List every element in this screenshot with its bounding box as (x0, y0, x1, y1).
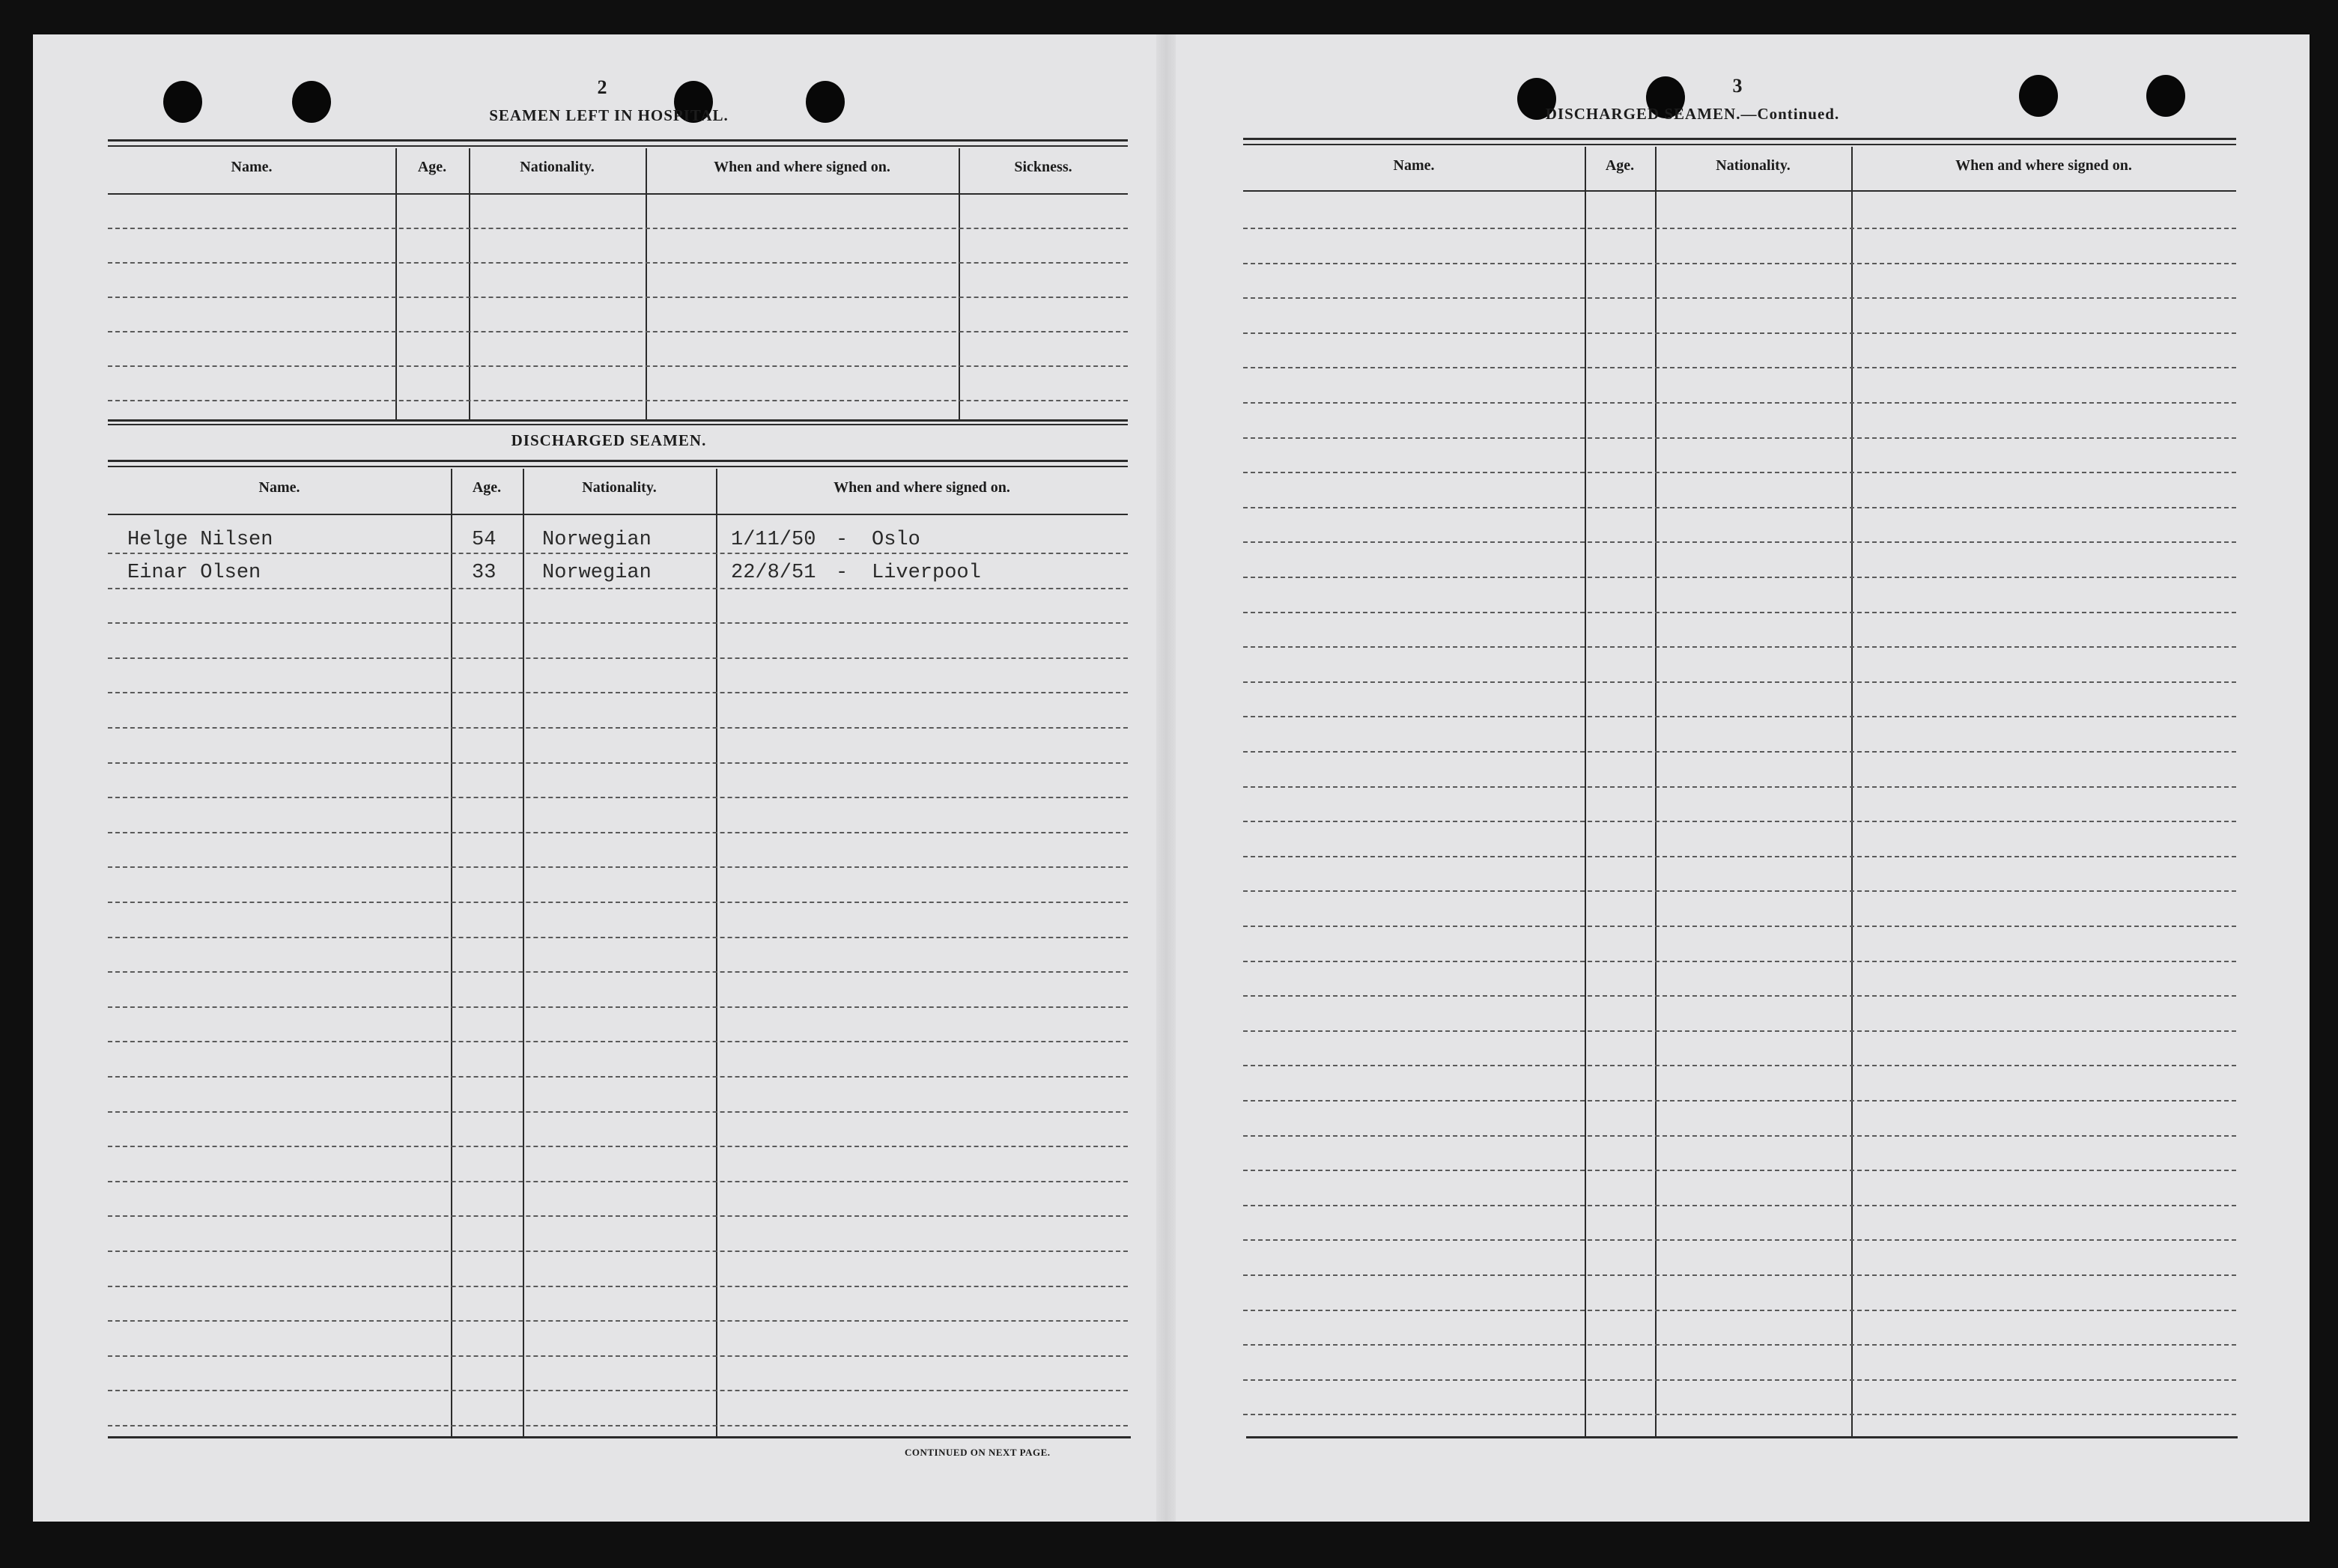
hospital-header-signed-on: When and where signed on. (714, 159, 890, 175)
seaman-nationality: Norwegian (542, 529, 652, 551)
punch-hole (163, 81, 202, 123)
continued-footnote: CONTINUED ON NEXT PAGE. (905, 1447, 1051, 1458)
row-rule (108, 1076, 1128, 1078)
row-rule (1243, 926, 2236, 927)
signed-on-date: 22/8/51 (731, 562, 816, 584)
row-rule (108, 553, 1128, 554)
row-rule (1243, 1414, 2236, 1415)
row-rule (1243, 228, 2236, 229)
hospital-section-title: SEAMEN LEFT IN HOSPITAL. (489, 106, 729, 124)
row-rule (1243, 890, 2236, 892)
row-rule (1243, 367, 2236, 368)
discharged-section-title: DISCHARGED SEAMEN. (511, 431, 707, 449)
row-rule (1243, 472, 2236, 473)
row-rule (1243, 297, 2236, 299)
continued-header-nationality: Nationality. (1716, 157, 1791, 174)
discharged-header-nationality: Nationality. (582, 479, 657, 496)
row-rule (1243, 1065, 2236, 1066)
row-rule (1243, 1030, 2236, 1032)
row-rule (1243, 716, 2236, 717)
hospital-header-nationality: Nationality. (520, 159, 595, 175)
row-rule (108, 692, 1128, 693)
row-rule (108, 762, 1128, 764)
row-rule (1243, 1239, 2236, 1241)
row-rule (108, 797, 1128, 798)
row-rule (108, 727, 1128, 729)
continued-header-name: Name. (1393, 157, 1435, 174)
page-gutter (1156, 34, 1176, 1522)
row-rule (1243, 1100, 2236, 1101)
seaman-age: 33 (472, 562, 497, 584)
row-rule (108, 1320, 1128, 1322)
row-rule (108, 1286, 1128, 1287)
signed-on-place: Liverpool (872, 562, 981, 584)
punch-hole (2019, 75, 2058, 117)
row-rule (1243, 1170, 2236, 1171)
discharged-continued-title: DISCHARGED SEAMEN.—Continued. (1545, 105, 1840, 123)
row-rule (1243, 437, 2236, 439)
row-rule (1243, 995, 2236, 997)
signed-on-place: Oslo (872, 529, 920, 551)
hospital-header-sickness: Sickness. (1014, 159, 1072, 175)
discharged-header-age: Age. (472, 479, 502, 496)
row-rule (1243, 612, 2236, 613)
row-rule (108, 1181, 1128, 1182)
row-rule (108, 1390, 1128, 1391)
row-rule (1243, 681, 2236, 683)
row-rule (1243, 821, 2236, 822)
signed-on-separator: - (836, 562, 848, 584)
page-number-right: 3 (1732, 75, 1743, 97)
punch-hole (292, 81, 331, 123)
seaman-nationality: Norwegian (542, 562, 652, 584)
row-rule (108, 832, 1128, 833)
row-rule (108, 1111, 1128, 1113)
row-rule (1243, 786, 2236, 788)
punch-hole (2146, 75, 2185, 117)
row-rule (1243, 961, 2236, 962)
row-rule (1243, 402, 2236, 404)
hospital-header-age: Age. (417, 159, 447, 175)
discharged-header-name: Name. (258, 479, 300, 496)
signed-on-separator: - (836, 529, 848, 551)
row-rule (108, 588, 1128, 589)
row-rule (1243, 646, 2236, 648)
row-rule (108, 866, 1128, 868)
row-rule (108, 902, 1128, 903)
row-rule (1243, 1135, 2236, 1137)
discharged-header-signed-on: When and where signed on. (834, 479, 1010, 496)
row-rule (108, 1146, 1128, 1147)
signed-on-date: 1/11/50 (731, 529, 816, 551)
seaman-name: Helge Nilsen (127, 529, 273, 551)
row-rule (108, 657, 1128, 659)
seaman-signed-on (731, 562, 981, 584)
row-rule (108, 1425, 1128, 1426)
row-rule (108, 1251, 1128, 1252)
row-rule (1243, 1379, 2236, 1381)
row-rule (108, 937, 1128, 938)
row-rule (108, 1355, 1128, 1357)
seaman-name: Einar Olsen (127, 562, 261, 584)
row-rule (1243, 1274, 2236, 1276)
row-rule (1243, 577, 2236, 578)
row-rule (108, 1215, 1128, 1217)
row-rule (1243, 541, 2236, 543)
continued-header-age: Age. (1605, 157, 1635, 174)
hospital-header-name: Name. (231, 159, 273, 175)
row-rule (1243, 332, 2236, 334)
continued-header-signed-on: When and where signed on. (1955, 157, 2132, 174)
seaman-signed-on (731, 529, 920, 551)
row-rule (1243, 856, 2236, 857)
row-rule (108, 622, 1128, 624)
row-rule (108, 971, 1128, 973)
ledger-sheet (33, 34, 2310, 1522)
row-rule (1243, 1205, 2236, 1206)
seaman-age: 54 (472, 529, 497, 551)
row-rule (1243, 751, 2236, 753)
row-rule (1243, 1310, 2236, 1311)
row-rule (108, 1041, 1128, 1042)
row-rule (1243, 263, 2236, 264)
punch-hole (806, 81, 845, 123)
page-number-left: 2 (597, 76, 607, 98)
row-rule (1243, 507, 2236, 508)
row-rule (108, 1006, 1128, 1008)
row-rule (1243, 1344, 2236, 1346)
